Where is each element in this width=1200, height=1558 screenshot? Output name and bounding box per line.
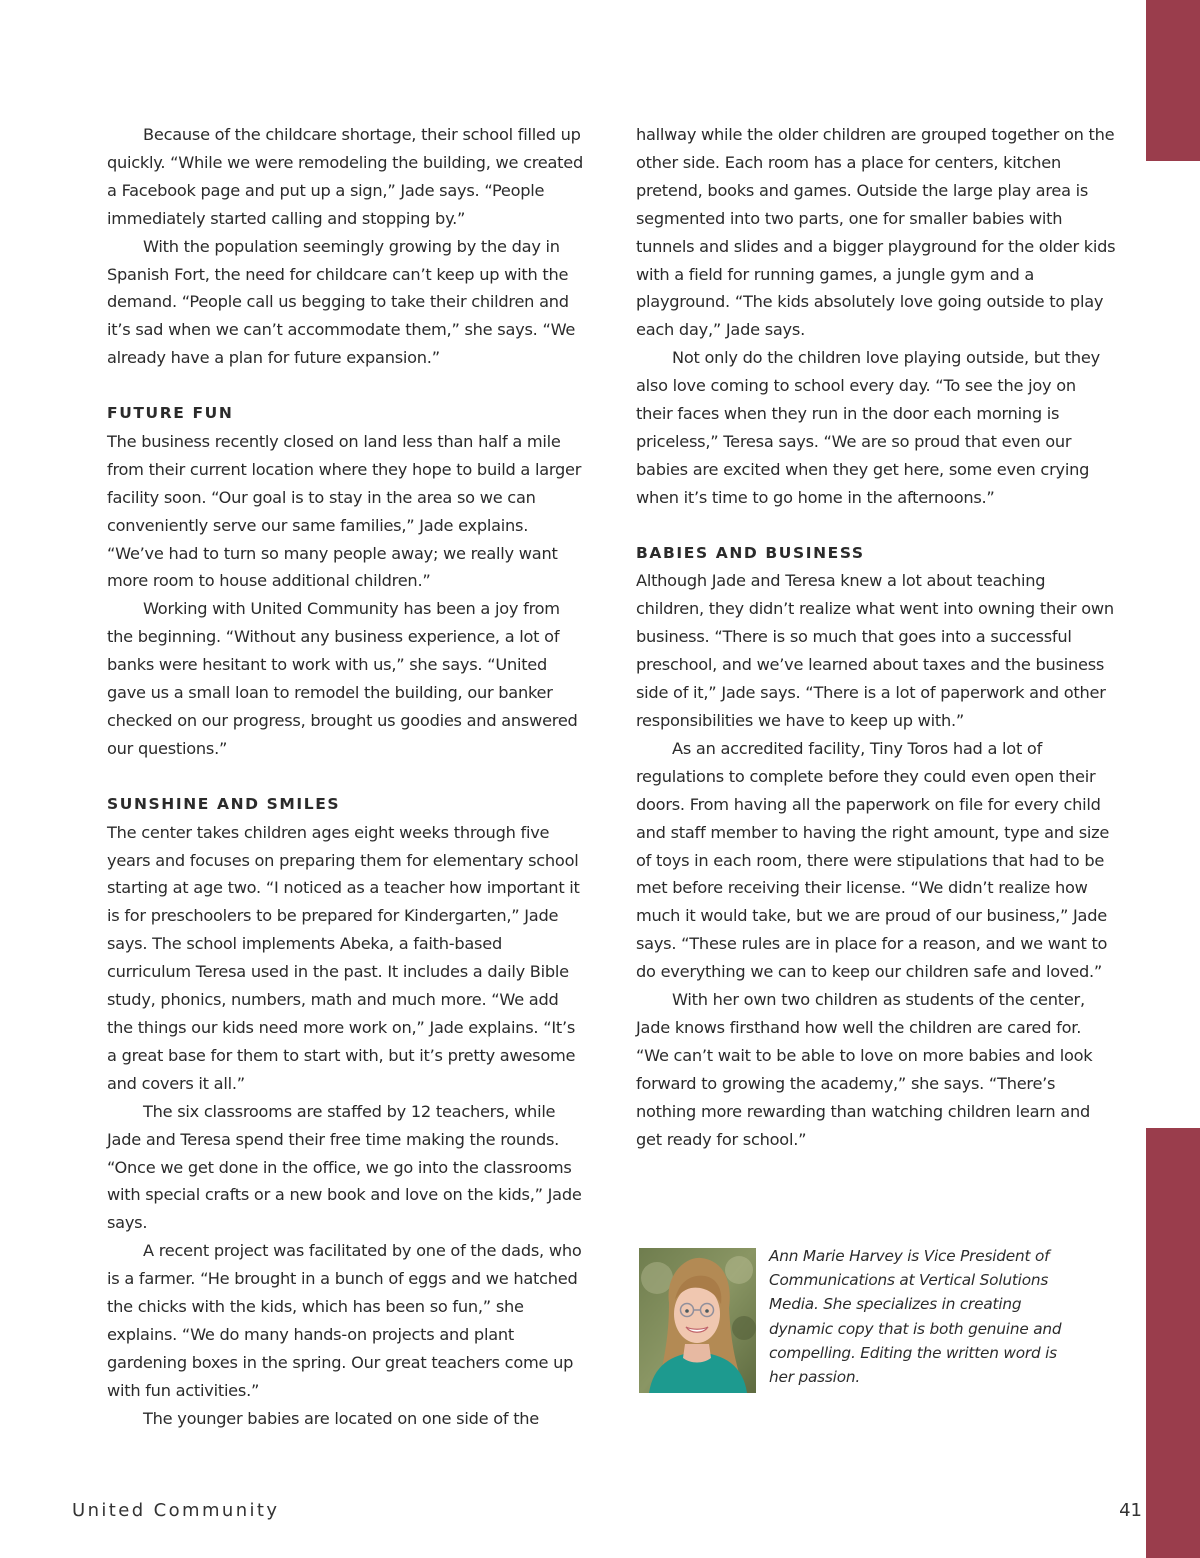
paragraph: Working with United Community has been a joy from the beginning. “Without any business experience, a lot of banks were hesitant to work with us,” she says. “United gave us a small loan to remodel the building, our banker checked on our progress, brought us goodies and answered our questions.”	[107, 599, 578, 758]
paragraph: With her own two children as students of the center, Jade knows firsthand how well the children are cared for. “We can’t wait to be able to love on more babies and look forward to growing the academy,” she says. “There’s nothing more rewarding than watching children learn and get ready for school.”	[636, 990, 1093, 1149]
paragraph: The younger babies are located on one side of the	[143, 1408, 540, 1428]
paragraph: As an accredited facility, Tiny Toros had a lot of regulations to complete before they could even open their doors. From having all the paperwork on file for every child and staff member to having the right amount, type and size of toys in each room, there were stipulations that had to be met before receiving their license. “We didn’t realize how much it would take, but we are proud of our business,” Jade says. “These rules are in place for a reason, and we want to do everything we can to keep our children safe and loved.”	[636, 738, 1110, 982]
paragraph: With the population seemingly growing by the day in Spanish Fort, the need for childcare can’t keep up with the demand. “People call us begging to take their children and it’s sad when we can’t accommodate them,” she says. “We already have a plan for future expansion.”	[107, 236, 576, 368]
paragraph: The business recently closed on land less than half a mile from their current location where they hope to build a larger facility soon. “Our goal is to stay in the area so we can conveniently serve our same families,” Jade explains. “We’ve had to turn so many people away; we really want more room to house additional children.”	[107, 431, 582, 591]
footer-brand: United Community	[72, 1500, 280, 1521]
paragraph: A recent project was facilitated by one of the dads, who is a farmer. “He brought in a bunch of eggs and we hatched the chicks with the kids, which has been so fun,” she explains. “We do many hands-on projects and plant gardening boxes in the spring. Our great teachers come up with fun activities.”	[107, 1241, 582, 1400]
section-heading-babies-and-business: BABIES AND BUSINESS	[636, 543, 865, 562]
author-bio-text: Ann Marie Harvey is Vice President of Communications at Vertical Solutions Media. She specializes in creating dynamic copy that is both genuine and compelling. Editing the written word is her passion.	[769, 1247, 1062, 1387]
article-column-left	[107, 121, 587, 1433]
accent-tab-bottom	[1146, 1128, 1200, 1558]
page-number: 41	[1119, 1500, 1142, 1521]
author-bio	[639, 1248, 1119, 1393]
paragraph: Not only do the children love playing outside, but they also love coming to school every day. “To see the joy on their faces when they run in the door each morning is priceless,” Teresa says. “We are so proud that even our babies are excited when they get here, some even crying when it’s time to go home in the afternoons.”	[636, 348, 1100, 507]
paragraph: The six classrooms are staffed by 12 teachers, while Jade and Teresa spend their free time making the rounds. “Once we get done in the office, we go into the classrooms with special crafts or a new book and love on the kids,” Jade says.	[107, 1101, 582, 1233]
paragraph: Because of the childcare shortage, their school filled up quickly. “While we were remodeling the building, we created a Facebook page and put up a sign,” Jade says. “People immediately started calling and stopping by.”	[107, 125, 583, 228]
section-heading-sunshine-and-smiles: SUNSHINE AND SMILES	[107, 794, 341, 813]
paragraph: hallway while the older children are grouped together on the other side. Each room has a place for centers, kitchen pretend, books and games. Outside the large play area is segmented into two parts, one for smaller babies with tunnels and slides and a bigger playground for the older kids with a field for running games, a jungle gym and a playground. “The kids absolutely love going outside to play each day,” Jade says.	[636, 125, 1116, 340]
article-column-right	[636, 121, 1116, 1154]
section-heading-future-fun: FUTURE FUN	[107, 404, 234, 423]
paragraph: The center takes children ages eight weeks through five years and focuses on preparing them for elementary school starting at age two. “I noticed as a teacher how important it is for preschoolers to be prepared for Kindergarten,” Jade says. The school implements Abeka, a faith-based curriculum Teresa used in the past. It includes a daily Bible study, phonics, numbers, math and much more. “We add the things our kids need more work on,” Jade explains. “It’s a great base for them to start with, but it’s pretty awesome and covers it all.”	[107, 822, 580, 1093]
paragraph: Although Jade and Teresa knew a lot about teaching children, they didn’t realize what went into owning their own business. “There is so much that goes into a successful preschool, and we’ve learned about taxes and the business side of it,” Jade says. “There is a lot of paperwork and other responsibilities we have to keep up with.”	[636, 571, 1114, 731]
accent-tab-top	[1146, 0, 1200, 161]
author-photo	[639, 1248, 756, 1393]
